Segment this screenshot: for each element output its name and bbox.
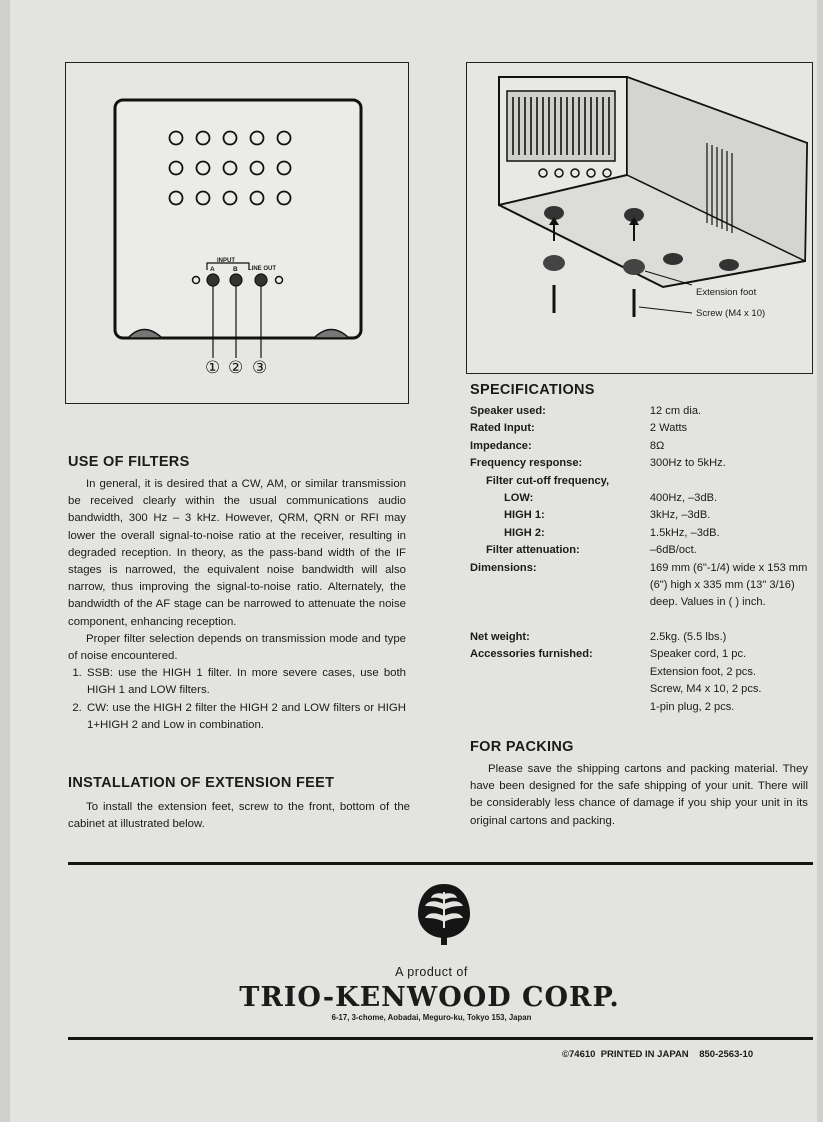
table-row — [470, 490, 816, 507]
spec-value: –6dB/oct. — [649, 544, 697, 557]
packing-heading: FOR PACKING — [470, 739, 574, 755]
company-name: TRIO-KENWOOD CORP. — [239, 982, 620, 1013]
spec-label: Frequency response: — [470, 457, 583, 470]
table-row — [470, 560, 816, 629]
spec-label: Accessories furnished: — [470, 648, 593, 661]
input-a-label: A — [210, 266, 215, 273]
table-row — [470, 420, 816, 437]
company-address: 6-17, 3-chome, Aobadai, Meguro-ku, Tokyo 153, Japan — [331, 1013, 532, 1022]
installation-heading: INSTALLATION OF EXTENSION FEET — [68, 775, 335, 791]
list-item: 1. SSB: use the HIGH 1 filter. In more severe cases, use both HIGH 1 and LOW filters. — [85, 665, 406, 699]
filters-intro-paragraph: In general, it is desired that a CW, AM, or similar transmission be received clearly within the usual communications audio bandwidth, 300 Hz – 3 kHz. However, QRM, QRN or RFI may lower the overall signal-to-noise ratio at the receiver, resulting in degraded reception. In theory, as the pass-band width of the IF stages is narrowed, the equivalent noise bandwidth will also narrow, thus improving the signal-to-noise ratio. Alternately, the bandwidth of the AF stage can be narrowed to attenuate the noise component, enhancing reception. — [68, 478, 406, 628]
footer-bottom-rule — [68, 1037, 813, 1040]
spec-label: Impedance: — [470, 439, 532, 452]
spec-value: Speaker cord, 1 pc. Extension foot, 2 pcs. Screw, M4 x 10, 2 pcs. 1-pin plug, 2 pcs. — [649, 648, 762, 713]
spec-value: 169 mm (6"-1/4) wide x 153 mm (6") high x 335 mm (13" 3/16) deep. Values in ( ) inch. — [649, 561, 808, 609]
kenwood-tree-logo-icon — [416, 882, 472, 946]
spec-label: LOW: — [504, 492, 534, 505]
spec-label: HIGH 1: — [504, 509, 545, 522]
footer-top-rule — [68, 862, 813, 865]
spec-value: 400Hz, –3dB. — [649, 492, 718, 505]
spec-value: 12 cm dia. — [649, 405, 702, 417]
packing-body — [470, 761, 808, 830]
spec-label: Rated Input: — [470, 422, 535, 435]
list-item: 2. CW: use the HIGH 2 filter the HIGH 2 and LOW filters or HIGH 1+HIGH 2 and Low in combination. — [85, 700, 406, 734]
print-code: ©74610 PRINTED IN JAPAN 850-2563-10 — [562, 1049, 754, 1060]
callout-2: ② — [228, 358, 244, 378]
table-row — [470, 473, 816, 490]
input-b-label: B — [233, 266, 238, 273]
packing-paragraph: Please save the shipping cartons and packing material. They have been designed for the safe shipping of your unit. There will be considerably less chance of damage if you ship your unit in its original cartons and packing. — [470, 763, 808, 827]
line-out-label: LINE OUT — [248, 266, 276, 272]
input-label: INPUT — [217, 258, 235, 264]
filters-selection-paragraph: Proper filter selection depends on transmission mode and type of noise encountered. — [68, 632, 406, 663]
extension-feet-illustration — [467, 63, 814, 375]
table-row — [470, 525, 816, 542]
callout-1: ① — [205, 358, 221, 378]
table-row — [470, 507, 816, 524]
use-of-filters-body — [68, 476, 406, 734]
spec-label: Filter cut-off frequency, — [486, 474, 610, 487]
extension-feet-figure — [466, 62, 813, 374]
spec-label: HIGH 2: — [504, 526, 545, 539]
installation-paragraph: To install the extension feet, screw to the front, bottom of the cabinet at illustrated below. — [68, 801, 410, 831]
table-row — [470, 403, 816, 420]
spec-value: 2.5kg. (5.5 lbs.) — [649, 630, 727, 643]
specifications-heading: SPECIFICATIONS — [470, 382, 595, 398]
callout-3: ③ — [252, 358, 268, 378]
table-row — [470, 455, 816, 472]
extension-foot-label: Extension foot — [696, 287, 757, 298]
screw-label: Screw (M4 x 10) — [696, 308, 766, 319]
spec-value: 3kHz, –3dB. — [649, 509, 711, 522]
spec-value: 1.5kHz, –3dB. — [649, 526, 720, 539]
table-row — [470, 629, 816, 646]
page-right-edge — [817, 0, 823, 1122]
spec-value: 300Hz to 5kHz. — [649, 457, 726, 470]
page-left-edge — [0, 0, 10, 1122]
spec-label: Filter attenuation: — [486, 544, 580, 557]
table-row — [470, 438, 816, 455]
table-row — [470, 542, 816, 559]
spec-label: Dimensions: — [470, 561, 537, 574]
spec-value: 2 Watts — [649, 422, 688, 435]
speaker-front-illustration — [66, 63, 410, 405]
table-row — [470, 646, 816, 716]
specifications-table — [470, 403, 816, 716]
product-of-tagline: A product of — [395, 965, 468, 979]
spec-label: Net weight: — [470, 630, 530, 643]
installation-body — [68, 799, 410, 833]
filter-mode-list — [68, 665, 406, 734]
use-of-filters-heading: USE OF FILTERS — [68, 454, 190, 470]
spec-label: Speaker used: — [470, 405, 546, 417]
speaker-front-figure — [65, 62, 409, 404]
spec-value: 8Ω — [649, 439, 665, 452]
